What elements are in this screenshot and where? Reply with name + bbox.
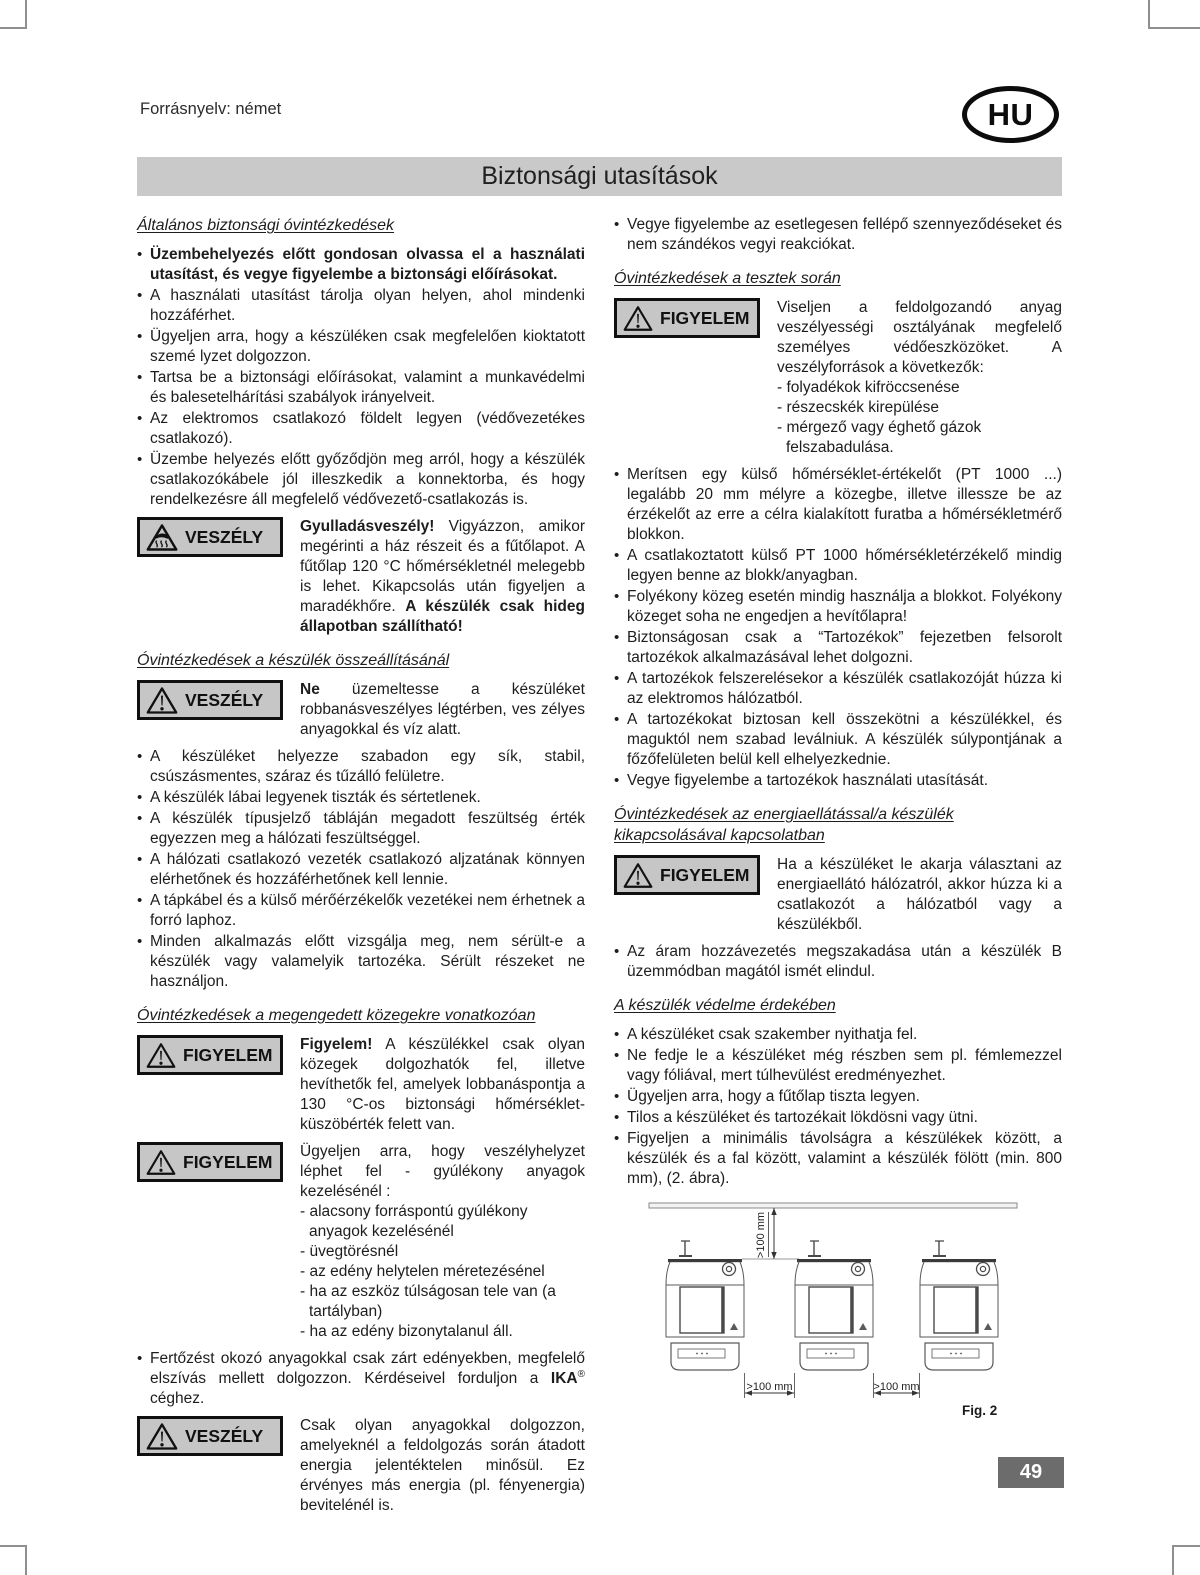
list-item [614, 1087, 1062, 1107]
dimension-label-gap2: >100 mm [873, 1381, 920, 1393]
warning-tail: A készülék csak hideg állapotban szállítható! [300, 598, 585, 635]
brand-name: IKA [550, 1370, 578, 1387]
bullet-text: • A hálózati csatlakozó vezeték csatlakozó aljzatának könnyen elérhetőnek és hozzáférhetőnek kell lennie. [150, 851, 585, 888]
dash-item: - részecskék kirepülése [777, 399, 939, 416]
warning-lead: Ne [300, 681, 320, 698]
bullet-text: • Biztonságosan csak a “Tartozékok” fejezetben felsorolt tartozékok alkalmazásával lehet dolgozni. [627, 629, 1062, 666]
bullet-text: • A készülék típusjelző tábláján megadott feszültség érték egyezzen meg a hálózati feszültséggel. [150, 810, 585, 847]
bullet-text: • Az elektromos csatlakozó földelt legyen (védővezetékes csatlakozó). [150, 410, 585, 447]
list-item [614, 465, 1062, 545]
dash-item: - ha az eszköz túlságosan tele van (a tartályban) [300, 1283, 556, 1320]
registered-mark: ® [577, 1368, 585, 1380]
section-heading-power: Óvintézkedések az energiaellátással/a készülék kikapcsolásával kapcsolatban [614, 806, 954, 844]
bullet-text: • Vegye figyelembe a tartozékok használati utasítását. [627, 772, 989, 789]
bullet-text: • Tartsa be a biztonsági előírásokat, valamint a munkavédelmi és balesetelhárítási szabályok irányelveit. [150, 369, 585, 406]
warning-text [300, 680, 585, 740]
danger-warning-block [137, 1416, 585, 1516]
warning-lead: Figyelem! [300, 1036, 373, 1053]
section-heading-assembly: Óvintézkedések a készülék összeállításánál [137, 652, 450, 669]
list-item [137, 850, 585, 890]
figure-2 [647, 1201, 1062, 1435]
list-item [614, 771, 1062, 791]
warning-text: Ha a készüléket le akarja választani az energiaellátó hálózatról, akkor húzza ki a csatlakozót a hálózatból vagy a készülékből. [777, 856, 1062, 933]
bullet-text: • Figyeljen a minimális távolságra a készülékek között, a készülék és a fal között, valamint a készülék fölött (min. 800 mm), (2. ábra). [627, 1130, 1062, 1187]
bullet-text: • Tilos a készüléket és tartozékait lökdösni vagy ütni. [627, 1109, 978, 1126]
dimension-label-gap1: >100 mm [746, 1381, 793, 1393]
bullet-text: • Az áram hozzávezetés megszakadása után a készülék B üzemmódban magától ismét elindul. [627, 943, 1062, 980]
left-column [137, 210, 585, 1523]
crop-mark-top-right [1148, 0, 1200, 29]
section-heading-tests: Óvintézkedések a tesztek során [614, 270, 841, 287]
caution-box [614, 855, 760, 895]
danger-warning-block [137, 680, 585, 740]
bullet-text: • Ne fedje le a készüléket még részben sem pl. fémlemezzel vagy fóliával, mert túlhevülést eredményezhet. [627, 1047, 1062, 1084]
list-item [614, 1025, 1062, 1045]
section-heading-general: Általános biztonsági óvintézkedések [137, 217, 395, 234]
list-item [614, 1129, 1062, 1189]
caution-box [137, 1035, 283, 1075]
page-title: Biztonsági utasítások [137, 157, 1062, 196]
section-heading-media: Óvintézkedések a megengedett közegekre vonatkozóan [137, 1007, 536, 1024]
bullet-text: • A használati utasítást tárolja olyan helyen, ahol mindenki hozzáférhet. [150, 287, 585, 324]
bullet-text: • Minden alkalmazás előtt vizsgálja meg, nem sérült-e a készülék vagy valamelyik tartozéka. Sérült részeket ne használjon. [150, 933, 585, 990]
figure-caption: Fig. 2 [962, 1403, 998, 1418]
dash-item: - alacsony forráspontú gyúlékony anyagok kezelésénél [300, 1203, 528, 1240]
dash-item: - folyadékok kifröccsenése [777, 379, 960, 396]
list-item [137, 1349, 585, 1409]
bullet-text: • A készüléket helyezze szabadon egy sík, stabil, csúszásmentes, száraz és tűzálló felületre. [150, 748, 585, 785]
caution-label: FIGYELEM [183, 1152, 273, 1172]
caution-warning-block [137, 1035, 585, 1135]
danger-warning-block [137, 517, 585, 637]
bullet-text: • Vegye figyelembe az esetlegesen fellépő szennyeződéseket és nem szándékos vegyi reakciókat. [627, 216, 1062, 253]
danger-box [137, 1416, 283, 1456]
list-item [137, 809, 585, 849]
warning-text [777, 298, 1062, 458]
bullet-text: • Folyékony közeg esetén mindig használja a blokkot. Folyékony közeget soha ne engedjen a hevítőlapra! [627, 588, 1062, 625]
caution-warning-block [614, 855, 1062, 935]
warning-text [300, 1142, 585, 1342]
list-item [137, 788, 585, 808]
content-columns [137, 210, 1062, 1523]
exclamation-warning-icon [146, 686, 178, 715]
section-heading-protection: A készülék védelme érdekében [614, 997, 836, 1014]
bullet-text-part: céghez. [150, 1390, 205, 1407]
list-item [614, 546, 1062, 586]
list-item [137, 286, 585, 326]
bullet-text: • Ügyeljen arra, hogy a készüléken csak megfelelően kioktatott szemé lyzet dolgozzon. [150, 328, 585, 365]
dimension-label-top: >100 mm [755, 1211, 767, 1259]
device-drawing-2 [795, 1241, 873, 1370]
list-item [614, 215, 1062, 255]
dash-item: - ha az edény bizonytalanul áll. [300, 1323, 513, 1340]
hot-surface-warning-icon [146, 523, 178, 552]
list-item [614, 1108, 1062, 1128]
dash-item: - az edény helytelen méretezésénel [300, 1263, 545, 1280]
caution-warning-block [614, 298, 1062, 458]
bullet-text: • Üzembe helyezés előtt győződjön meg arról, hogy a készülék csatlakozókábele jól illeszkedik a konnektorba, és hogy rendelkezésre áll megfelelő védővezető-csatlakozás is. [150, 451, 585, 508]
exclamation-warning-icon [146, 1042, 176, 1069]
bullet-text: • Merítsen egy külső hőmérséklet-értékelőt (PT 1000 ...) legalább 20 mm mélyre a közegbe, illetve illessze be az érzékelőt az erre a célra kialakított furatba a hőmérsékletmérő blokkon. [627, 466, 1062, 543]
list-item [137, 409, 585, 449]
list-item [137, 932, 585, 992]
warning-lead: Gyulladásveszély! [300, 518, 435, 535]
danger-label: VESZÉLY [185, 690, 264, 710]
source-language-label: Forrásnyelv: német [140, 100, 282, 118]
list-item [137, 245, 585, 285]
bullet-text: • A csatlakoztatott külső PT 1000 hőmérsékletérzékelő mindig legyen benne az blokk/anyagban. [627, 547, 1062, 584]
caution-warning-block [137, 1142, 585, 1342]
caution-label: FIGYELEM [660, 865, 750, 885]
list-item [614, 942, 1062, 982]
caution-box [137, 1142, 283, 1182]
bullet-text: • A tartozékok felszerelésekor a készülék csatlakozóját húzza ki az elektromos hálózatból. [627, 670, 1062, 707]
language-badge: HU [962, 86, 1059, 143]
clearance-diagram [647, 1201, 1027, 1429]
ceiling-line [649, 1203, 1017, 1208]
warning-body: Viseljen a feldolgozandó anyag veszélyességi osztályának megfelelő személyes védőeszközöket. A veszélyforrások a következők: [777, 299, 1062, 376]
bullet-text-part: Fertőzést okozó anyagokkal csak zárt edényekben, megfelelő elszívás mellett dolgozzon. Kérdéseivel forduljon a [150, 1350, 585, 1387]
list-item [614, 1046, 1062, 1086]
danger-label: VESZÉLY [185, 1426, 264, 1446]
crop-mark-bottom-left [0, 1545, 27, 1575]
bullet-text: • Üzembehelyezés előtt gondosan olvassa el a használati utasítást, és vegye figyelembe a biztonsági előírásokat. [150, 246, 585, 283]
crop-mark-bottom-right [1172, 1545, 1200, 1575]
exclamation-warning-icon [623, 862, 653, 889]
crop-mark-top-left [0, 0, 27, 29]
list-item [137, 747, 585, 787]
caution-label: FIGYELEM [660, 308, 750, 328]
list-item [614, 628, 1062, 668]
list-item [614, 710, 1062, 770]
list-item [137, 327, 585, 367]
exclamation-warning-icon [146, 1149, 176, 1176]
caution-box [614, 298, 760, 338]
danger-label: VESZÉLY [185, 527, 264, 547]
device-drawing-3 [920, 1241, 998, 1370]
right-column [614, 210, 1062, 1523]
warning-body: Ügyeljen arra, hogy veszélyhelyzet léphet fel - gyúlékony anyagok kezelésénél : [300, 1143, 585, 1200]
list-item [614, 587, 1062, 627]
dash-item: - mérgező vagy éghető gázok felszabadulása. [777, 419, 982, 456]
warning-text: Csak olyan anyagokkal dolgozzon, amelyeknél a feldolgozás során átadott energia jelentéktelen minősül. Ez érvényes más energia (pl. fényenergia) bevitelénél is. [300, 1417, 585, 1514]
list-item [614, 669, 1062, 709]
page-number-badge: 49 [998, 1457, 1064, 1488]
list-item [137, 368, 585, 408]
list-item [137, 891, 585, 931]
warning-text [300, 517, 585, 637]
bullet-text: • Ügyeljen arra, hogy a fűtőlap tiszta legyen. [627, 1088, 920, 1105]
bullet-text: • A készülék lábai legyenek tiszták és sértetlenek. [150, 789, 481, 806]
danger-box [137, 517, 283, 557]
exclamation-warning-icon [146, 1422, 178, 1451]
device-drawing-1 [666, 1241, 744, 1370]
bullet-text: • A tápkábel és a külső mérőérzékelők vezetékei nem érhetnek a forró laphoz. [150, 892, 585, 929]
danger-box [137, 680, 283, 720]
bullet-text: • A készüléket csak szakember nyithatja fel. [627, 1026, 918, 1043]
dash-item: - üvegtörésnél [300, 1243, 399, 1260]
caution-label: FIGYELEM [183, 1045, 273, 1065]
exclamation-warning-icon [623, 305, 653, 332]
warning-body: üzemeltesse a készüléket robbanásveszélyes légtérben, ves zélyes anyagokkal és víz alatt. [300, 681, 585, 738]
warning-text [300, 1035, 585, 1135]
list-item [137, 450, 585, 510]
warning-body: Vigyázzon, amikor megérinti a ház részeit és a fűtőlapot. A fűtőlap 120 °C hőmérsékletnél melegebb is lehet. Kikapcsolás után figyeljen a maradékhőre. [300, 518, 585, 615]
bullet-text: • A tartozékokat biztosan kell összekötni a készülékkel, és maguktól nem szabad leválniuk. A készülék súlypontjának a főzőfelületen belül kell elhelyezkednie. [627, 711, 1062, 768]
warning-body: A készülékkel csak olyan közegek dolgozhatók fel, illetve hevíthetők fel, amelyek lobbanáspontja a 130 °C-os biztonsági hőmérséklet-küszöbérték felett van. [300, 1036, 585, 1133]
bullet-text [150, 1349, 585, 1409]
